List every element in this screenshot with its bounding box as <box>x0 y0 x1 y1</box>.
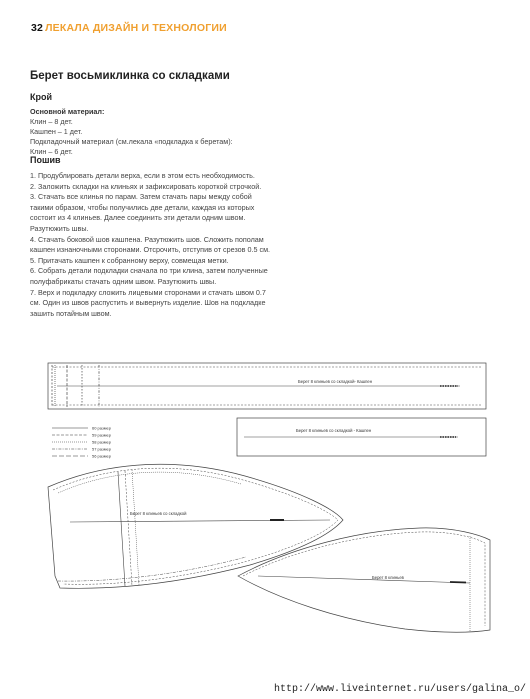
page-number: 32 <box>31 22 44 34</box>
source-url: http://www.liveinternet.ru/users/galina_o/ <box>274 684 527 695</box>
sewing-step: 3. Стачать все клинья по парам. Затем стачать пары между собой такими образом, чтобы получились две детали, каждая из которых состоит из 4 клиньев. Далее соединить эти детали одним швом. Разутюжить швы. <box>30 192 255 233</box>
wedge-main-label: Берет 8 клиньев со складкой <box>130 511 187 516</box>
material-line: Клин – 8 дет. <box>30 117 73 126</box>
legend-56: 56 размер <box>92 453 111 459</box>
pattern-drawing <box>0 350 530 675</box>
sewing-step: 7. Верх и подкладку сложить лицевыми сторонами и стачать швом 0.7 см. Один из швов распустить и вывернуть изделие. Шов на подкладке зашить потайным швом. <box>30 287 266 318</box>
sewing-step: 2. Заложить складки на клиньях и зафиксировать короткой строчкой. <box>30 181 262 191</box>
wedge-second <box>238 528 490 632</box>
wedge-main <box>48 464 343 588</box>
section-title: ЛЕКАЛА ДИЗАЙН И ТЕХНОЛОГИИ <box>45 22 227 34</box>
materials-heading: Основной материал: <box>30 107 105 116</box>
wedge-second-label: Берет 8 клиньев <box>372 575 404 580</box>
sewing-step: 5. Притачать кашпен к собранному верху, совмещая метки. <box>30 255 229 265</box>
sewing-step: 6. Собрать детали подкладки сначала по три клина, затем полученные полуфабрикаты стачать одним швом. Разутюжить швы. <box>30 266 268 286</box>
size-legend <box>52 428 88 456</box>
material-line: Кашпен – 1 дет. <box>30 127 83 136</box>
page-header <box>31 22 227 34</box>
article-title: Берет восьмиклинка со складками <box>30 70 230 82</box>
sewing-steps <box>30 171 270 319</box>
band-large-label: Берет 8 клиньев со складкой- Кашпен <box>298 379 373 384</box>
sewing-heading: Пошив <box>30 155 61 165</box>
sewing-step: 4. Стачать боковой шов кашпена. Разутюжить шов. Сложить пополам кашпен изнаночными сторонами. Отсрочить, отступив от срезов 0.5 см. <box>30 234 271 255</box>
band-small <box>237 418 486 456</box>
materials-block <box>30 107 233 157</box>
cut-heading: Крой <box>30 92 53 102</box>
legend-58: 58 размер <box>92 439 111 445</box>
legend-57: 57 размер <box>92 446 111 452</box>
band-large <box>48 363 486 409</box>
material-line: Подкладочный материал (см.лекала «подкладка к беретам): <box>30 137 233 146</box>
material-line: Клин – 6 дет. <box>30 147 73 156</box>
legend-59: 59 размер <box>92 432 111 438</box>
legend-60: 60 размер <box>92 425 111 431</box>
band-small-label: Берет 8 клиньев со складкой - Кашпен <box>296 428 372 433</box>
sewing-step: 1. Продублировать детали верха, если в этом есть необходимость. <box>30 171 255 180</box>
